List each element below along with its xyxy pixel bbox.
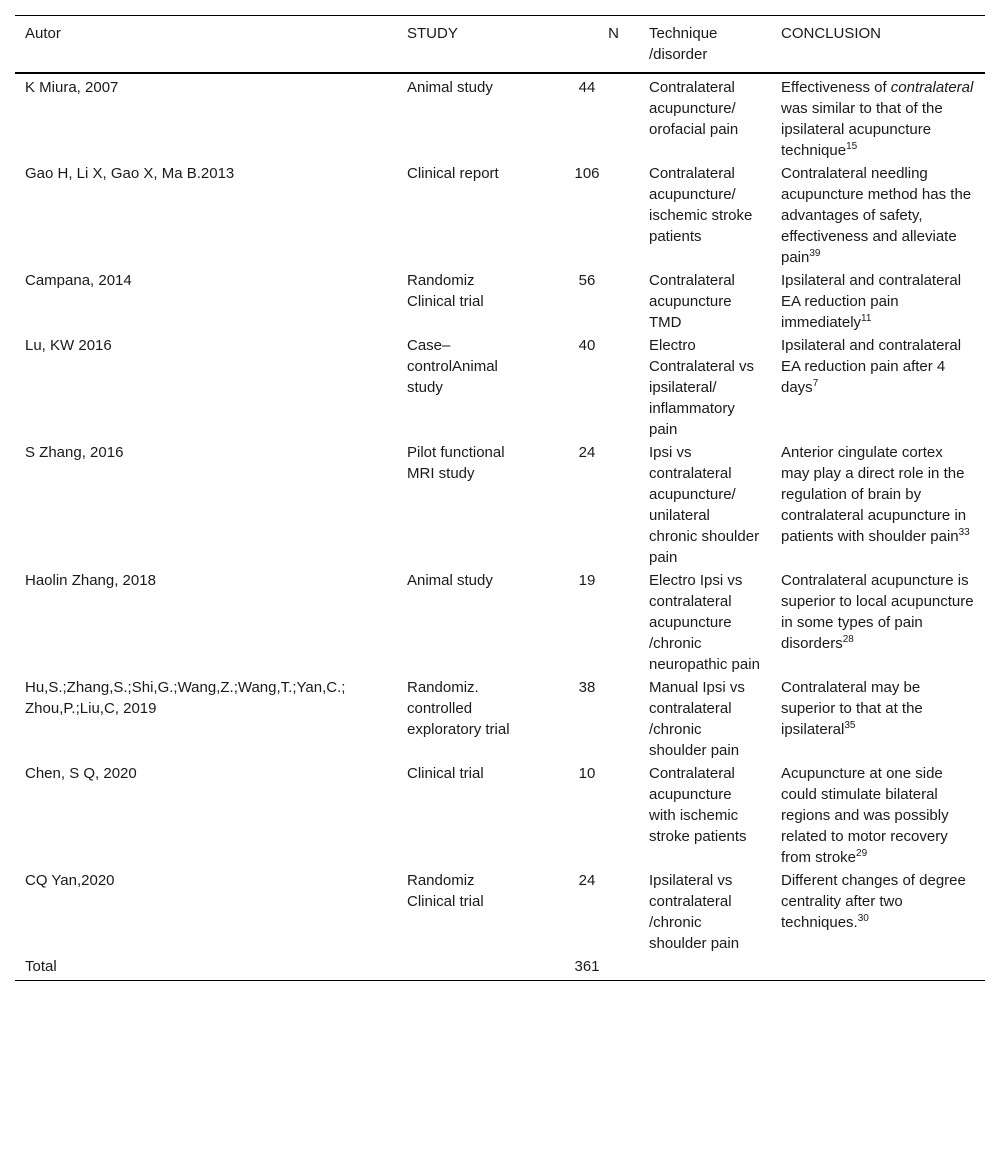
conclusion-text: Ipsilateral and contralateral EA reduction pain after 4 days	[781, 337, 962, 396]
cell-conclusion	[771, 269, 985, 334]
header-autor: Autor	[25, 25, 61, 42]
conclusion-text: was similar to that of the ipsilateral acupuncture technique	[781, 100, 943, 159]
cell-autor: CQ Yan,2020	[25, 872, 115, 889]
table-row	[15, 334, 985, 441]
cell-technique: Contralateral acupuncture TMD	[649, 272, 735, 331]
cell-n: 24	[578, 444, 596, 461]
cell-autor: Lu, KW 2016	[25, 337, 112, 354]
table-body	[15, 73, 985, 955]
cell-n: 44	[578, 79, 596, 96]
reference-number: 28	[842, 634, 854, 645]
cell-n: 19	[578, 572, 596, 589]
conclusion-text: Anterior cingulate cortex may play a direct role in the regulation of brain by contralateral acupuncture in patients with shoulder pain	[781, 444, 967, 545]
reference-number: 11	[861, 313, 872, 324]
table-row	[15, 869, 985, 955]
total-study-empty	[397, 955, 535, 981]
conclusion-text: Contralateral may be superior to that at the ipsilateral	[781, 679, 923, 738]
total-conclusion-empty	[771, 955, 985, 981]
cell-conclusion	[771, 334, 985, 441]
cell-technique: Ipsi vs contralateral acupuncture/ unilateral chronic shoulder pain	[649, 444, 760, 566]
reference-number: 29	[856, 848, 868, 859]
cell-study: Clinical trial	[407, 765, 484, 782]
cell-autor: Haolin Zhang, 2018	[25, 572, 156, 589]
cell-n: 24	[578, 872, 596, 889]
cell-autor: Gao H, Li X, Gao X, Ma B.2013	[25, 165, 235, 182]
total-row	[15, 955, 985, 981]
conclusion-text: Contralateral acupuncture is superior to local acupuncture in some types of pain disorders	[781, 572, 974, 652]
cell-technique: Manual Ipsi vs contralateral /chronic shoulder pain	[649, 679, 745, 759]
cell-technique: Electro Ipsi vs contralateral acupuncture /chronic neuropathic pain	[649, 572, 760, 673]
acupuncture-studies-table	[15, 15, 985, 981]
table-row	[15, 762, 985, 869]
cell-n: 38	[578, 679, 596, 696]
cell-n: 10	[578, 765, 596, 782]
cell-study: Pilot functional MRI study	[407, 444, 505, 482]
conclusion-text: Different changes of degree centrality after two techniques.	[781, 872, 966, 931]
total-label: Total	[25, 958, 57, 975]
cell-autor: K Miura, 2007	[25, 79, 119, 96]
conclusion-text: Ipsilateral and contralateral EA reduction pain immediately	[781, 272, 962, 331]
conclusion-text-pre: Effectiveness of	[781, 79, 891, 96]
cell-autor: Hu,S.;Zhang,S.;Shi,G.;Wang,Z.;Wang,T.;Yan,C.; Zhou,P.;Liu,C, 2019	[25, 679, 346, 717]
cell-study: Case–controlAnimal study	[407, 337, 498, 396]
cell-autor: Campana, 2014	[25, 272, 132, 289]
conclusion-text: Contralateral needling acupuncture method has the advantages of safety, effectiveness and alleviate pain	[781, 165, 972, 266]
table-row	[15, 441, 985, 569]
cell-conclusion	[771, 869, 985, 955]
reference-number: 39	[809, 248, 821, 259]
reference-number: 7	[812, 378, 819, 389]
header-technique: Technique /disorder	[649, 25, 718, 63]
conclusion-emphasis: contralateral	[890, 79, 974, 96]
table-row	[15, 73, 985, 162]
reference-number: 30	[857, 913, 869, 924]
total-technique-empty	[639, 955, 771, 981]
cell-technique: Contralateral acupuncture/ ischemic stroke patients	[649, 165, 753, 245]
cell-autor: S Zhang, 2016	[25, 444, 124, 461]
cell-autor: Chen, S Q, 2020	[25, 765, 137, 782]
cell-n: 106	[574, 165, 600, 182]
cell-technique: Contralateral acupuncture with ischemic stroke patients	[649, 765, 747, 845]
cell-technique: Ipsilateral vs contralateral /chronic shoulder pain	[649, 872, 740, 952]
cell-n: 56	[578, 272, 596, 289]
table-row	[15, 569, 985, 676]
table-row	[15, 676, 985, 762]
conclusion-text: Acupuncture at one side could stimulate bilateral regions and was possibly related to motor recovery from stroke	[781, 765, 949, 866]
table-row	[15, 269, 985, 334]
reference-number: 15	[846, 141, 858, 152]
cell-n: 40	[578, 337, 596, 354]
cell-technique: Contralateral acupuncture/ orofacial pain	[649, 79, 739, 138]
cell-conclusion	[771, 762, 985, 869]
cell-technique: Electro Contralateral vs ipsilateral/ inflammatory pain	[649, 337, 755, 438]
header-n: N	[608, 25, 619, 42]
cell-conclusion	[771, 676, 985, 762]
cell-conclusion	[771, 441, 985, 569]
cell-study: Randomiz Clinical trial	[407, 272, 484, 310]
cell-study: Randomiz. controlled exploratory trial	[407, 679, 510, 738]
cell-study: Animal study	[407, 572, 493, 589]
cell-conclusion	[771, 162, 985, 269]
header-conclusion: CONCLUSION	[781, 25, 882, 42]
table-header-row	[15, 16, 985, 74]
reference-number: 35	[844, 720, 856, 731]
header-study: STUDY	[407, 25, 458, 42]
reference-number: 33	[958, 527, 970, 538]
cell-conclusion	[771, 73, 985, 162]
cell-conclusion	[771, 569, 985, 676]
cell-study: Randomiz Clinical trial	[407, 872, 484, 910]
total-n: 361	[574, 958, 600, 975]
table-row	[15, 162, 985, 269]
cell-study: Animal study	[407, 79, 493, 96]
cell-study: Clinical report	[407, 165, 499, 182]
